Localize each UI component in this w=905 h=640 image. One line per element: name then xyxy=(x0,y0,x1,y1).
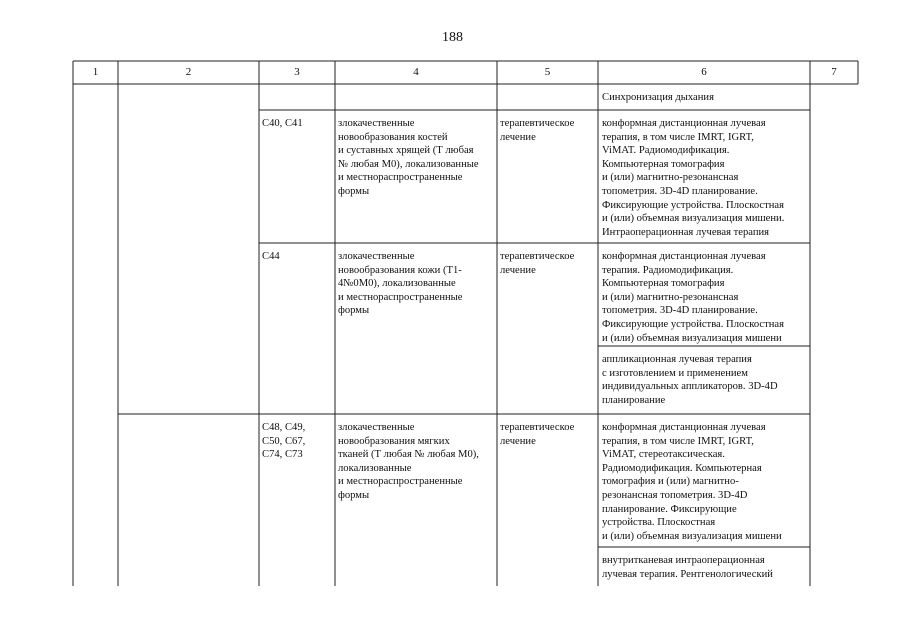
column-header-3: 3 xyxy=(294,66,300,78)
icd-codes-cell: C44 xyxy=(262,251,280,262)
page-number: 188 xyxy=(442,30,463,45)
treatment-cell: терапевтическое лечение xyxy=(500,422,575,447)
treatment-cell: терапевтическое лечение xyxy=(500,118,575,143)
diagnosis-cell: злокачественные новообразования кожи (T1- 4№0M0), локализованные и местнораспространенные формы xyxy=(338,251,463,317)
column-header-2: 2 xyxy=(185,66,192,78)
methods-cell: конформная дистанционная лучевая терапия. Радиомодификация. Компьютерная томография и (или) магнитно-резонансная топометрия. 3D-4D планирование. Фиксирующие устройства. Плоскостная и (или) объемная визуализация мишени xyxy=(602,251,784,344)
methods-cell: Синхронизация дыхания xyxy=(602,92,714,103)
methods-cell: аппликационная лучевая терапия с изготовлением и применением индивидуальных аппликаторов. 3D-4D планирование xyxy=(602,354,778,406)
icd-codes-cell: C40, C41 xyxy=(262,118,303,129)
diagnosis-cell: злокачественные новообразования мягких тканей (Т любая № любая M0), локализованные и местнораспространенные формы xyxy=(338,422,479,501)
column-header-7: 7 xyxy=(831,66,837,78)
diagnosis-cell: злокачественные новообразования костей и суставных хрящей (Т любая № любая M0), локализованные и местнораспространенные формы xyxy=(338,118,479,197)
icd-codes-cell: C48, C49, C50, C67, C74, C73 xyxy=(262,422,306,461)
column-header-5: 5 xyxy=(544,66,551,78)
methods-cell: внутритканевая интраоперационная лучевая терапия. Рентгенологический xyxy=(602,555,773,580)
column-header-4: 4 xyxy=(413,66,419,78)
column-header-1: 1 xyxy=(92,66,99,78)
treatment-cell: терапевтическое лечение xyxy=(500,251,575,276)
column-header-6: 6 xyxy=(701,66,707,78)
methods-cell: конформная дистанционная лучевая терапия, в том числе IMRT, IGRT, ViMAT. Радиомодификация. Компьютерная томография и (или) магнитно-резонансная топометрия. 3D-4D планирование. Фиксирующие устройства. Плоскостная и (или) объемная визуализация мишени. Интраоперационная лучевая терапия xyxy=(602,118,785,238)
methods-cell: конформная дистанционная лучевая терапия, в том числе IMRT, IGRT, ViMAT, стереотаксическая. Радиомодификация. Компьютерная томография и (или) магнитно- резонансная топометрия. 3D-4D планирование. Фиксирующие устройства. Плоскостная и (или) объемная визуализация мишени xyxy=(602,422,782,542)
